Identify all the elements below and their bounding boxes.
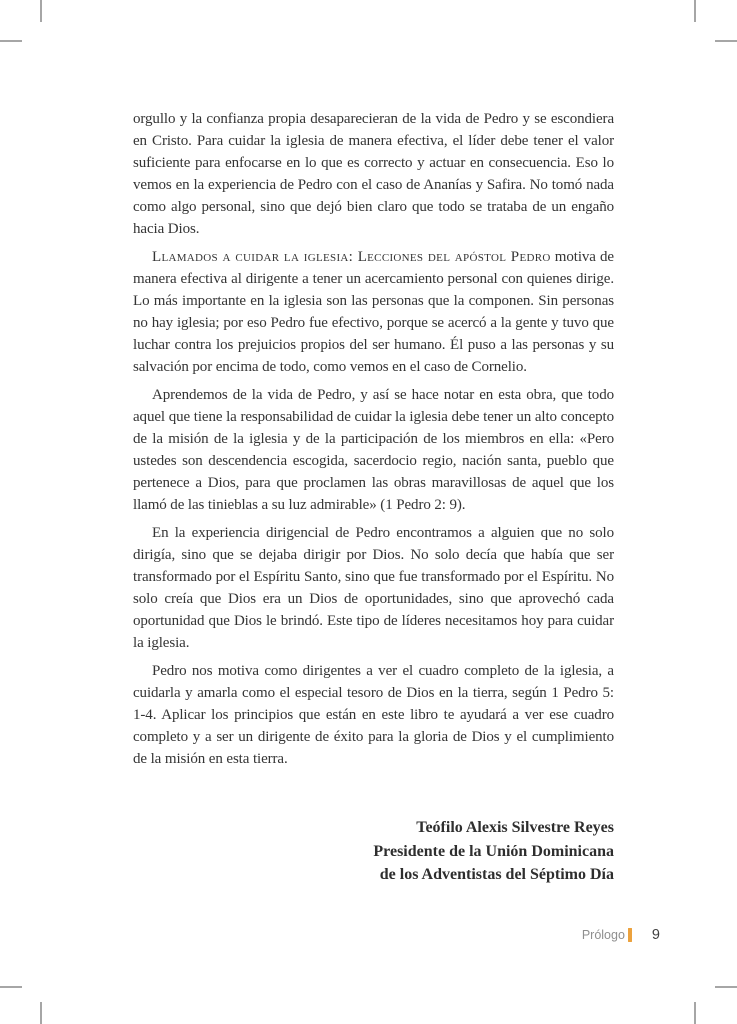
signature-title-line1: Presidente de la Unión Dominicana bbox=[373, 842, 614, 860]
book-title-smallcaps: Llamados a cuidar la iglesia: Lecciones del apóstol Pedro bbox=[152, 249, 551, 265]
signature-title-line2: de los Adventistas del Séptimo Día bbox=[379, 866, 614, 883]
signature-name: Teófilo Alexis Silvestre Reyes bbox=[416, 819, 614, 836]
crop-mark-top-left-horizontal bbox=[0, 40, 22, 42]
paragraph: orgullo y la confianza propia desaparecieran de la vida de Pedro y se escondiera en Cristo. Para cuidar la iglesia de manera efectiva, el líder debe tener el valor suficiente para enfocarse en lo que es correcto y actuar en consecuencia. Eso lo vemos en la experiencia de Pedro con el caso de Ananías y Safira. No tomó nada como algo personal, sino que dejó bien claro que todo se trataba de un engaño hacia Dios. bbox=[133, 111, 614, 237]
crop-mark-bottom-right-vertical bbox=[694, 1002, 696, 1024]
crop-mark-top-right-horizontal bbox=[715, 40, 737, 42]
page-number: 9 bbox=[651, 927, 660, 943]
signature-block bbox=[133, 816, 614, 887]
page-footer bbox=[582, 927, 660, 943]
crop-mark-bottom-right-horizontal bbox=[715, 986, 737, 988]
crop-mark-top-left-vertical bbox=[40, 0, 42, 22]
crop-mark-bottom-left-vertical bbox=[40, 1002, 42, 1024]
crop-mark-top-right-vertical bbox=[694, 0, 696, 22]
paragraph bbox=[133, 246, 614, 378]
prologue-text-column bbox=[133, 108, 614, 887]
paragraph-text: motiva de manera efectiva al dirigente a tener un acercamiento personal con quienes dirige. Lo más importante en la iglesia son las personas que la componen. Sin personas no hay iglesia; por eso Pedro fue efectivo, porque se acercó a la gente y tuvo que luchar contra los prejuicios propios del ser humano. Él puso a las personas y su salvación por encima de todo, como vemos en el caso de Cornelio. bbox=[133, 249, 614, 375]
paragraph: Aprendemos de la vida de Pedro, y así se hace notar en esta obra, que todo aquel que tiene la responsabilidad de cuidar la iglesia debe tener un alto concepto de la misión de la iglesia y de la participación de los miembros en ella: «Pero ustedes son descendencia escogida, sacerdocio regio, nación santa, pueblo que pertenece a Dios, para que proclamen las obras maravillosas de aquel que los llamó de las tinieblas a su luz admirable» (1 Pedro 2: 9). bbox=[133, 387, 614, 513]
footer-section-label: Prólogo bbox=[581, 928, 625, 942]
paragraph: Pedro nos motiva como dirigentes a ver el cuadro completo de la iglesia, a cuidarla y amarla como el especial tesoro de Dios en la tierra, según 1 Pedro 5: 1-4. Aplicar los principios que están en este libro te ayudará a ver ese cuadro completo y a ser un dirigente de éxito para la gloria de Dios y el cumplimiento de la misión en esta tierra. bbox=[133, 663, 614, 767]
footer-accent-bar bbox=[628, 928, 632, 942]
paragraph: En la experiencia dirigencial de Pedro encontramos a alguien que no solo dirigía, sino que se dejaba dirigir por Dios. No solo decía que había que ser transformado por el Espíritu Santo, sino que fue transformado por el Espíritu. No solo creía que Dios era un Dios de oportunidades, sino que aprovechó cada oportunidad que Dios le brindó. Este tipo de líderes necesitamos hoy para cuidar la iglesia. bbox=[133, 525, 614, 651]
crop-mark-bottom-left-horizontal bbox=[0, 986, 22, 988]
